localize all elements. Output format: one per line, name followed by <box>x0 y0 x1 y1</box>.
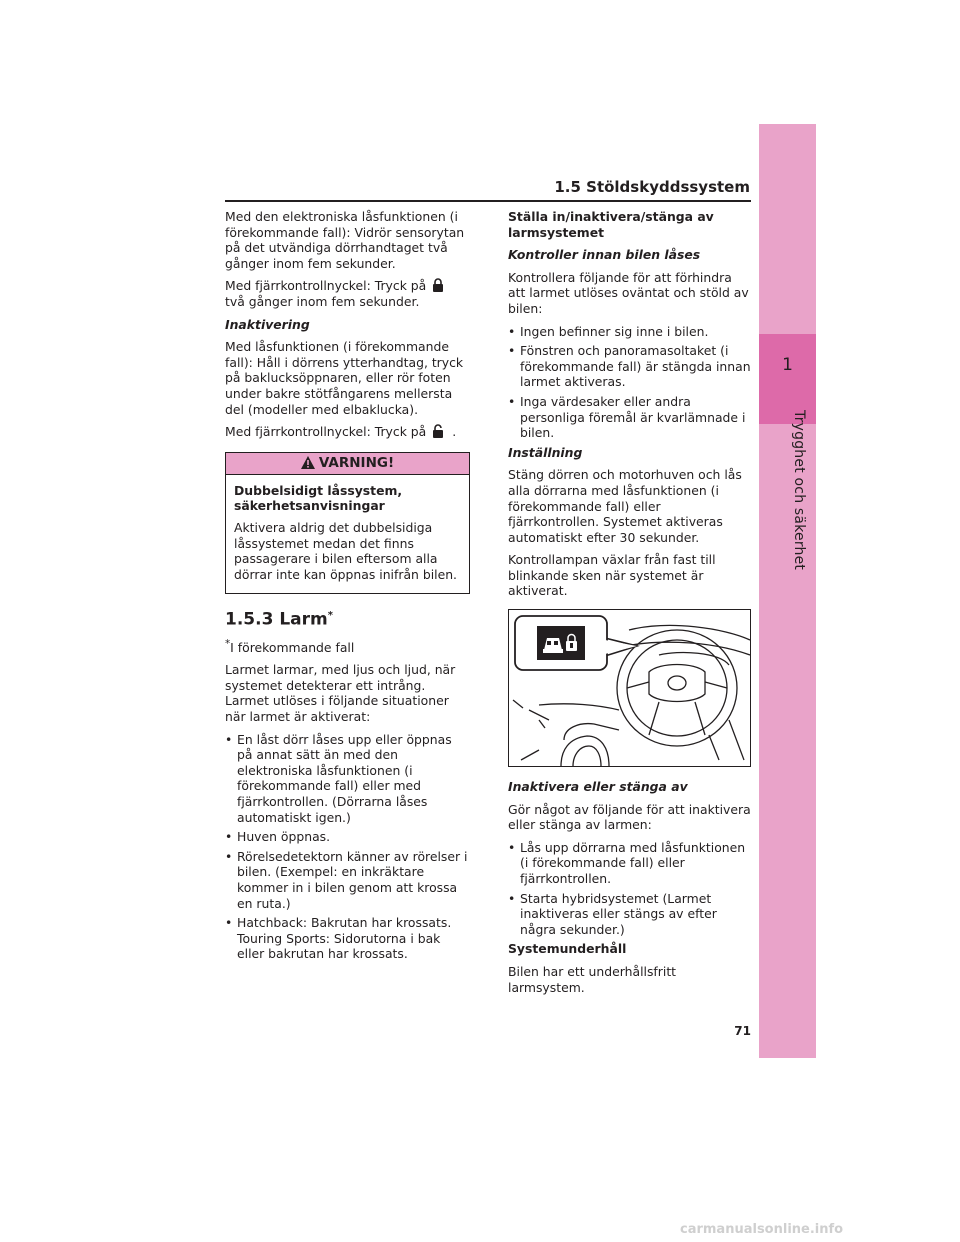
heading-maintenance: Systemunderhåll <box>508 941 627 957</box>
list-item: • Inga värdesaker eller andra personliga föremål är kvarlämnade i bilen. <box>508 394 753 441</box>
left-column <box>225 209 470 966</box>
checks-list <box>508 324 753 441</box>
list-item: • Fönstren och panoramasoltaket (i förekommande fall) är stängda innan larmet aktiveras. <box>508 343 753 390</box>
warning-title: Dubbelsidigt låssystem, säkerhetsanvisningar <box>234 482 403 514</box>
list-item: • Hatchback: Bakrutan har krossats. Touring Sports: Sidorutorna i bak eller bakrutan har krossats. <box>225 915 470 962</box>
warning-box <box>225 452 470 595</box>
subheading-checks: Kontroller innan bilen låses <box>508 247 701 263</box>
page-number: 71 <box>734 1024 751 1038</box>
paragraph: Kontrollera följande för att förhindra att larmet utlöses oväntat och stöld av bilen: <box>508 269 749 316</box>
paragraph: Gör något av följande för att inaktivera eller stänga av larmen: <box>508 801 751 833</box>
paragraph: Stäng dörren och motorhuven och lås alla dörrarna med låsfunktionen (i förekommande fall) eller fjärrkontrollen. Systemet aktiveras automatiskt efter 30 sekunder. <box>508 467 742 545</box>
paragraph: Bilen har ett underhållsfritt larmsystem. <box>508 964 677 995</box>
paragraph: Med den elektroniska låsfunktionen (i förekommande fall): Vidrör sensorytan på det utvändiga dörrhandtaget två gånger inom fem sekunder. <box>225 209 465 271</box>
unlock-key-icon <box>432 424 444 438</box>
list-item: • Rörelsedetektorn känner av rörelser i bilen. (Exempel: en inkräktare kommer in i bilen genom att krossa en ruta.) <box>225 849 470 911</box>
warning-text: Aktivera aldrig det dubbelsidiga låssystemet medan det finns passagerare i bilen eftersom alla dörrar inte kan öppnas inifrån bilen. <box>234 519 457 582</box>
paragraph: Med låsfunktionen (i förekommande fall): Håll i dörrens ytterhandtag, tryck på baklucksöppnaren, eller rör foten under bakre stötfångarens mellersta del (modeller med elbaklucka). <box>225 339 464 417</box>
subheading-inaktivering: Inaktivering <box>225 316 310 332</box>
paragraph: Med fjärrkontrollnyckel: Tryck påtvå gånger inom fem sekunder. <box>225 278 470 309</box>
chapter-number: 1 <box>782 355 793 375</box>
chapter-title: Trygghet och säkerhet <box>791 410 807 571</box>
warning-body <box>226 475 469 594</box>
heading-alarm-setup: Ställa in/inaktivera/stänga av larmsystemet <box>508 209 714 240</box>
warning-header: VARNING! <box>226 453 469 475</box>
paragraph: Med fjärrkontrollnyckel: Tryck på . <box>225 424 457 440</box>
list-item: • Huven öppnas. <box>225 829 470 845</box>
footnote: *I förekommande fall <box>225 637 355 655</box>
lock-key-icon <box>432 278 444 292</box>
list-item: • Starta hybridsystemet (Larmet inaktiveras eller stängs av efter några sekunder.) <box>508 891 753 938</box>
paragraph: Kontrollampan växlar från fast till blinkande sken när systemet är aktiverat. <box>508 552 716 599</box>
warning-icon <box>301 456 315 469</box>
list-item: • En låst dörr låses upp eller öppnas på annat sätt än med den elektroniska låsfunktionen (i förekommande fall) eller med fjärrkontrollen. (Dörrarna låses automatiskt igen.) <box>225 732 470 826</box>
right-column <box>508 209 753 1002</box>
header-rule <box>225 200 751 202</box>
subheading-setting: Inställning <box>508 444 583 460</box>
list-item: • Lås upp dörrarna med låsfunktionen (i förekommande fall) eller fjärrkontrollen. <box>508 840 753 887</box>
dashboard-illustration <box>508 609 751 767</box>
paragraph: Larmet larmar, med ljus och ljud, när systemet detekterar ett intrång. Larmet utlöses i följande situationer när larmet är aktiverat: <box>225 662 456 725</box>
section-title-larm: 1.5.3 Larm* <box>225 609 333 630</box>
chapter-side-tab <box>759 124 816 1058</box>
deactivate-list <box>508 840 753 938</box>
section-header: 1.5 Stöldskyddssystem <box>554 178 750 196</box>
list-item: • Ingen befinner sig inne i bilen. <box>508 324 753 340</box>
watermark: carmanualsonline.info <box>680 1222 844 1237</box>
subheading-deactivate: Inaktivera eller stänga av <box>508 779 688 795</box>
alarm-triggers-list <box>225 732 470 962</box>
dashboard-drawing <box>509 610 750 766</box>
